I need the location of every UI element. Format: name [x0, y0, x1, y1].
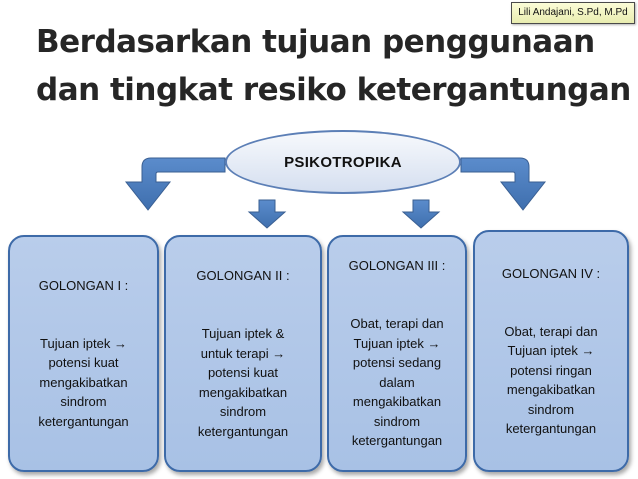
- golongan-4-heading: GOLONGAN IV :: [501, 265, 601, 281]
- golongan-2-body: Tujuan iptek & untuk terapi → potensi kuat mengakibatkan sindrom ketergantungan: [197, 326, 289, 439]
- golongan-1-body: Tujuan iptek → potensi kuat mengakibatkan sindrom ketergantungan: [38, 335, 129, 429]
- golongan-3-body: Obat, terapi dan Tujuan iptek → potensi sedang dalam mengakibatkan sindrom ketergantungan: [350, 316, 444, 449]
- golongan-3-box: [327, 235, 467, 472]
- golongan-3-heading: GOLONGAN III :: [348, 258, 446, 274]
- golongan-1-box: [8, 235, 159, 472]
- golongan-2-heading: GOLONGAN II :: [196, 268, 290, 283]
- psikotropika-label: PSIKOTROPIKA: [284, 153, 402, 171]
- bent-arrow-left: [126, 158, 225, 210]
- golongan-4-body: Obat, terapi dan Tujuan iptek → potensi ringan mengakibatkan sindrom ketergantungan: [504, 323, 598, 436]
- bent-arrow-right: [461, 158, 545, 210]
- psikotropika-node: [225, 130, 461, 194]
- author-label: Lili Andajani, S.Pd, M.Pd: [511, 2, 635, 24]
- golongan-1-heading: GOLONGAN I :: [38, 277, 129, 293]
- title-line-2: dan tingkat resiko ketergantungan: [36, 72, 631, 108]
- down-arrow-2: [249, 200, 285, 228]
- title-line-1: Berdasarkan tujuan penggunaan: [36, 24, 595, 60]
- down-arrow-3: [403, 200, 439, 228]
- golongan-2-box: [164, 235, 322, 472]
- golongan-4-box: [473, 230, 629, 472]
